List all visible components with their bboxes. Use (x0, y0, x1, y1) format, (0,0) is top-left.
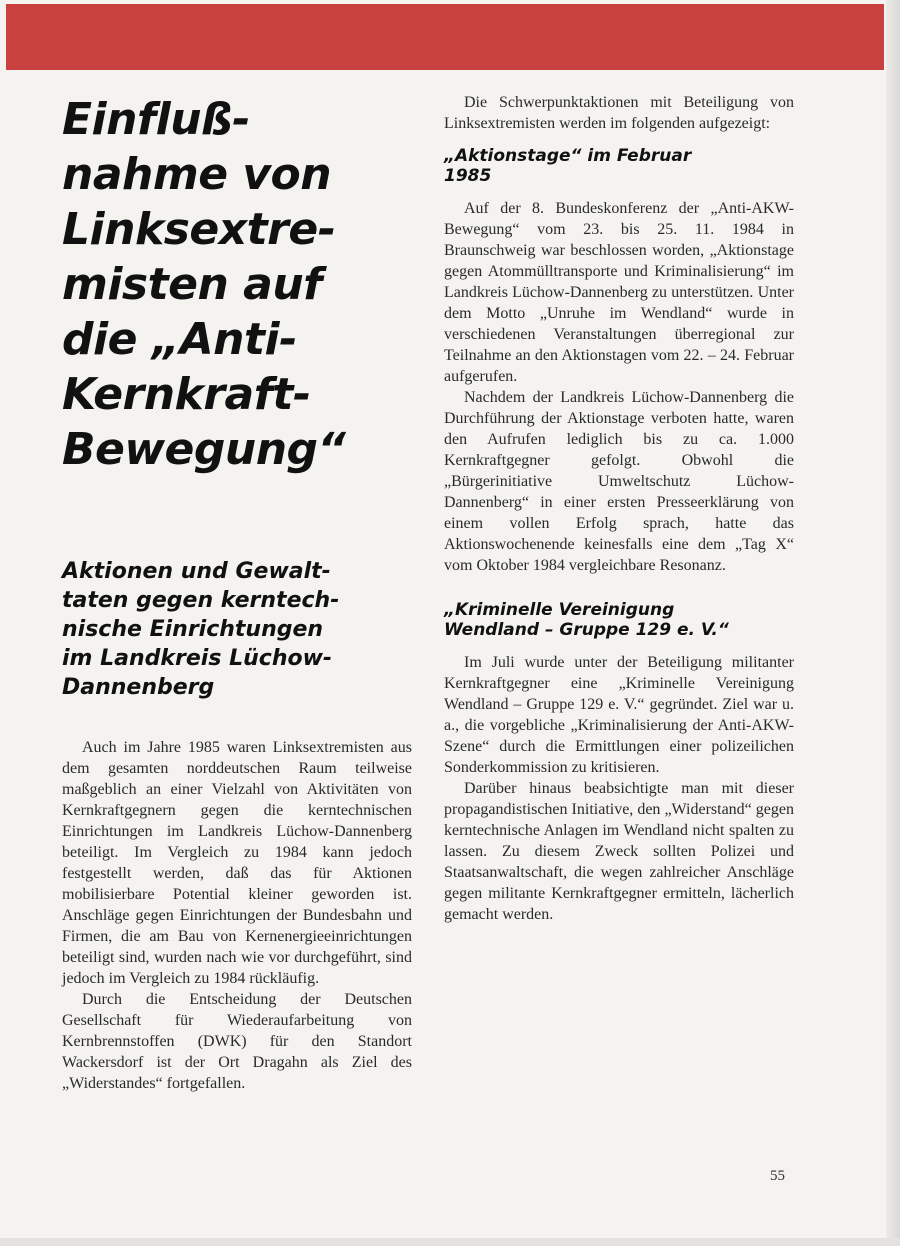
paragraph: Auch im Jahre 1985 waren Linksextremisten aus dem gesamten norddeutschen Raum teilweise maßgeblich an einer Vielzahl von Aktivitäten von Kernkraftgegnern gegen die kerntechnischen Einrichtungen im Landkreis Lüchow-Dannenberg beteiligt. Im Vergleich zu 1984 kann jedoch festgestellt werden, daß das für Aktionen mobilisierbare Potential kleiner geworden ist. Anschläge gegen Einrichtungen der Bundesbahn und Firmen, die am Bau von Kernenergieeinrichtungen beteiligt sind, wurden nach wie vor durchgeführt, sind jedoch im Vergleich zu 1984 rückläufig. (62, 739, 412, 987)
section-subtitle: Aktionen und Gewalt- taten gegen kerntech- nische Einrichtungen im Landkreis Lüchow- Dannenberg (62, 559, 340, 700)
section-heading-aktionstage: „Aktionstage“ im Februar 1985 (444, 146, 692, 186)
page-title: Einfluß- nahme von Linksextre- misten auf die „Anti- Kernkraft- Bewegung“ (62, 94, 346, 475)
section-body-aktionstage (444, 198, 794, 576)
paragraph: Auf der 8. Bundeskonferenz der „Anti-AKW-Bewegung“ vom 23. bis 25. 11. 1984 in Braunschweig war beschlossen worden, „Aktionstage gegen Atommülltransporte und Kriminalisierung“ im Landkreis Lüchow-Dannenberg zu unterstützen. Unter dem Motto „Unruhe im Wendland“ wurde in verschiedenen Veranstaltungen überregional zur Teilnahme an den Aktionstagen vom 22. – 24. Februar aufgerufen. (444, 200, 794, 385)
page-number: 55 (770, 1168, 785, 1184)
section-heading-kriminelle-vereinigung: „Kriminelle Vereinigung Wendland – Gruppe 129 e. V.“ (444, 600, 729, 640)
page-bottom-edge (0, 1238, 900, 1246)
left-column (62, 92, 412, 1094)
left-body-text (62, 737, 412, 1094)
red-header-bar (6, 4, 884, 70)
right-intro-text (444, 92, 794, 134)
paragraph: Nachdem der Landkreis Lüchow-Dannenberg die Durchführung der Aktionstage verboten hatte, waren den Aufrufen lediglich bis zu ca. 1.000 Kernkraftgegner gefolgt. Obwohl die „Bürgerinitiative Umweltschutz Lüchow-Dannenberg“ in einer ersten Presseerklärung von einem vollen Erfolg sprach, hatte das Aktionswochenende keinesfalls eine dem „Tag X“ vom Oktober 1984 vergleichbare Resonanz. (444, 389, 794, 574)
right-column (444, 92, 794, 925)
paragraph: Im Juli wurde unter der Beteiligung militanter Kernkraftgegner eine „Kriminelle Vereinigung Wendland – Gruppe 129 e. V.“ gegründet. Ziel war u. a., die vorgebliche „Kriminalisierung der Anti-AKW-Szene“ durch die Ermittlungen einer polizeilichen Sonderkommission zu kritisieren. (444, 654, 794, 776)
paragraph: Durch die Entscheidung der Deutschen Gesellschaft für Wiederaufarbeitung von Kernbrennstoffen (DWK) für den Standort Wackersdorf ist der Ort Dragahn als Ziel des „Widerstandes“ fortgefallen. (62, 991, 412, 1092)
section-body-kriminelle-vereinigung (444, 652, 794, 925)
paragraph: Darüber hinaus beabsichtigte man mit dieser propagandistischen Initiative, den „Widerstand“ gegen kerntechnische Anlagen im Wendland nicht spalten zu lassen. Zu diesem Zweck sollten Polizei und Staatsanwaltschaft, die wegen zahlreicher Anschläge gegen militante Kernkraftgegner ermitteln, lächerlich gemacht werden. (444, 780, 794, 923)
page-edge-shadow (886, 0, 900, 1246)
paragraph: Die Schwerpunktaktionen mit Beteiligung von Linksextremisten werden im folgenden aufgezeigt: (444, 94, 794, 132)
